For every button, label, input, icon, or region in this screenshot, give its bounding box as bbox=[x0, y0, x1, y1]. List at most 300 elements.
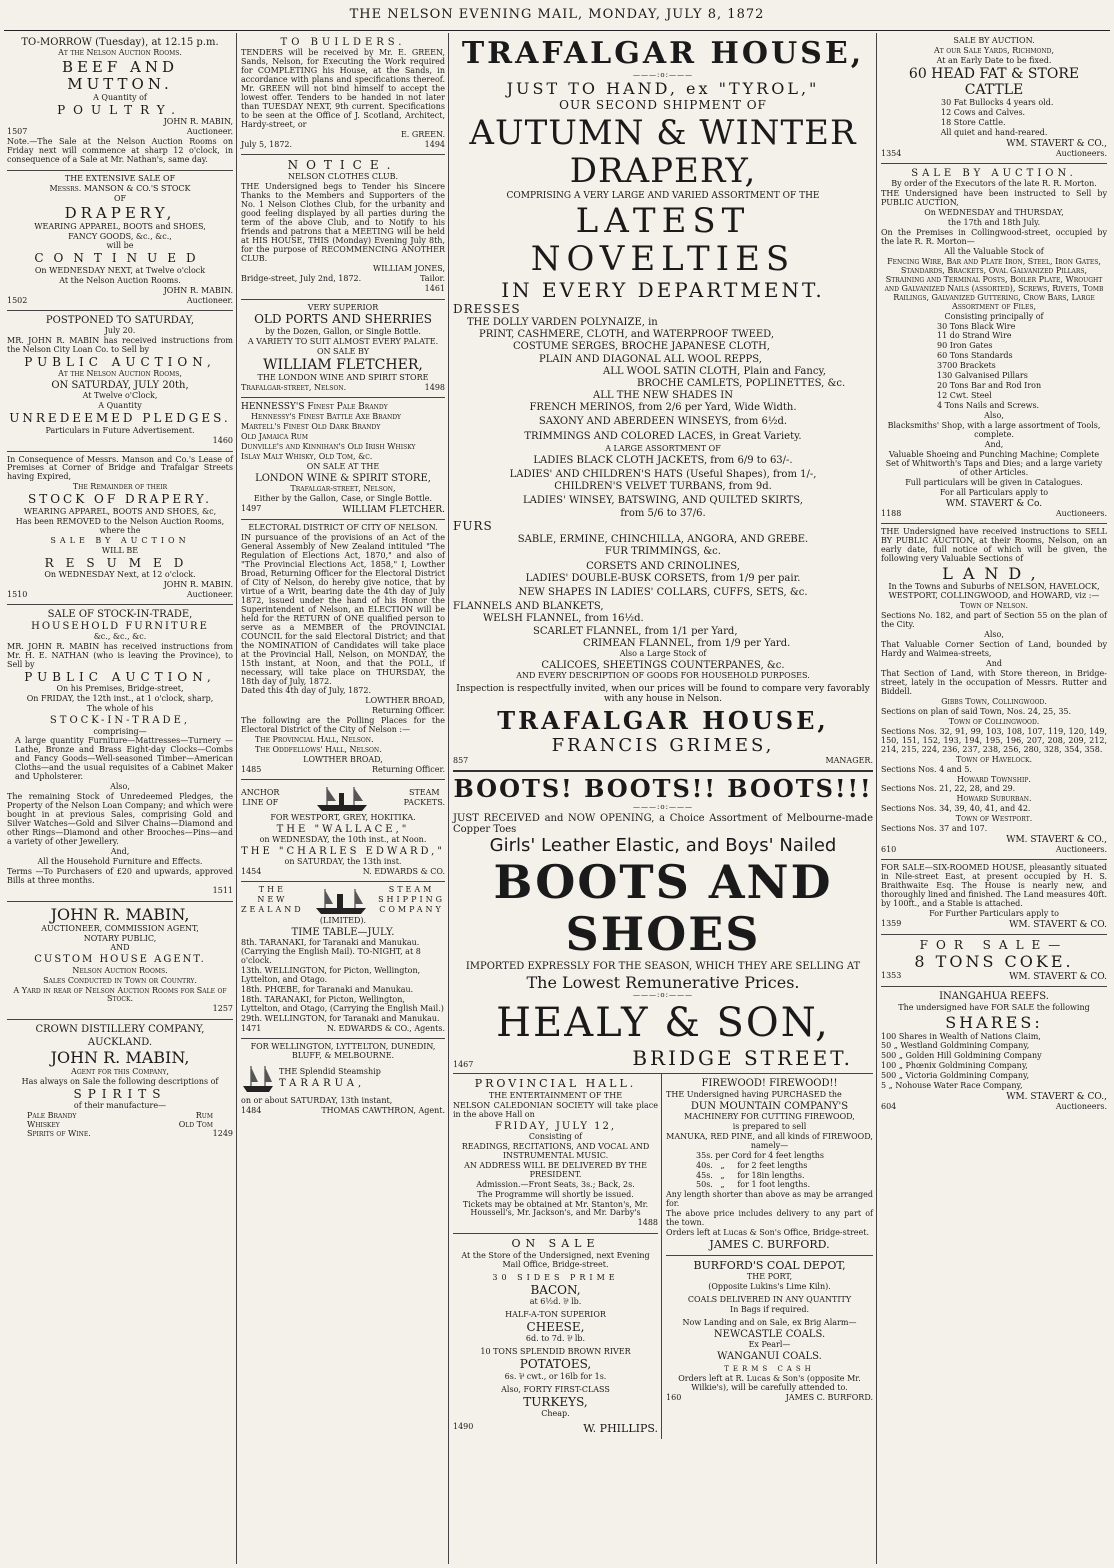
ad-line: Particulars in Future Advertisement. bbox=[45, 425, 195, 435]
column-4 bbox=[878, 33, 1110, 1565]
ad-line: JUST TO HAND, ex "TYROL," bbox=[506, 79, 820, 99]
price-row: 45s. „ for 18in lengths. bbox=[696, 1170, 805, 1180]
ad-role: Auctioneer. bbox=[186, 589, 233, 599]
ad-line: 6d. to 7d. ⅌ lb. bbox=[525, 1334, 586, 1344]
ad-line: Also, FORTY FIRST-CLASS bbox=[501, 1384, 610, 1394]
ad-line: (LIMITED). bbox=[319, 916, 367, 926]
column-rule bbox=[448, 33, 449, 1564]
ad-title: STOCK OF DRAPERY. bbox=[27, 492, 212, 507]
item-line: CORSETS AND CRINOLINES, bbox=[586, 560, 740, 572]
ad-list: Fencing Wire, Bar and Plate Iron, Steel, Iron Gates, Standards, Brackets, Oval Galvanized Pillars, Straining and Terminal Posts, Boiler Plate, Wrought and Galvanized Nails (assorted), Screws, Rivets, Tomb Railings, Galvanized Guttering, Crow Bars, Large Assortment of Files, bbox=[884, 256, 1104, 311]
price-row: 35s. per Cord for 4 feet lengths bbox=[696, 1150, 825, 1160]
ad-line: STEAM bbox=[408, 787, 440, 797]
ad-line: July 20. bbox=[104, 325, 136, 335]
ad-line: on WEDNESDAY, the 10th inst., at Noon. bbox=[259, 835, 427, 845]
ad-line: At the Nelson Auction Rooms. bbox=[58, 48, 182, 58]
ad-terms: Terms —To Purchasers of £20 and upwards, approved Bills at three months. bbox=[7, 866, 233, 885]
ad-title: POTATOES, bbox=[519, 1357, 592, 1372]
ad-signature: WM. STAVERT & CO. bbox=[1009, 972, 1107, 983]
ad-line: The undersigned have FOR SALE the following bbox=[898, 1002, 1090, 1012]
ad-number: 1188 bbox=[881, 508, 902, 518]
ad-line: On WEDNESDAY and THURSDAY, bbox=[924, 208, 1064, 218]
ad-electoral bbox=[241, 520, 445, 780]
ad-line: Has been REMOVED to the Nelson Auction Rooms, where the bbox=[15, 516, 225, 535]
ad-title: FRIDAY, JULY 12, bbox=[494, 1120, 617, 1132]
ad-headline: INANGAHUA REEFS. bbox=[939, 991, 1049, 1003]
item-line: CALICOES, SHEETINGS COUNTERPANES, &c. bbox=[541, 659, 785, 671]
section-heading: DRESSES bbox=[453, 301, 521, 316]
ad-line: COMPANY bbox=[379, 905, 444, 915]
ad-title: WANGANUI COALS. bbox=[717, 1350, 822, 1362]
ad-title: SPIRITS bbox=[73, 1086, 167, 1101]
ad-number: 1488 bbox=[637, 1218, 659, 1228]
ad-line: THE PORT, bbox=[746, 1271, 793, 1281]
ad-mabin-agent bbox=[7, 902, 233, 1021]
price-label: for 18in lengths. bbox=[737, 1170, 805, 1180]
ad-line: All quiet and hand-reared. bbox=[940, 128, 1048, 138]
ad-signature: WILLIAM FLETCHER. bbox=[342, 505, 445, 516]
ad-line: FANCY GOODS, &c., &c., bbox=[68, 231, 172, 241]
ad-line: Has always on Sale the following descriptions of bbox=[21, 1076, 219, 1086]
ad-title: STOCK-IN-TRADE, bbox=[49, 715, 191, 727]
ad-title: SHARES: bbox=[945, 1012, 1043, 1032]
ad-body: That Valuable Corner Section of Land, bounded by Hardy and Waimea-streets, bbox=[881, 640, 1107, 659]
ad-line: Dunville's and Kinnihan's Old Irish Whisky bbox=[241, 442, 416, 452]
item-line: Also a Large Stock of bbox=[619, 648, 707, 658]
ad-headline: AUCKLAND. bbox=[87, 1036, 153, 1048]
spirit-item: Pale Brandy bbox=[27, 1110, 77, 1120]
ad-title: OLD PORTS AND SHERRIES bbox=[254, 312, 432, 327]
list-item: 4 Tons Nails and Screws. bbox=[937, 401, 1040, 411]
masthead: THE NELSON EVENING MAIL, MONDAY, JULY 8, 1872 bbox=[349, 7, 765, 22]
ad-line: Town of Havelock. bbox=[955, 754, 1033, 764]
spirit-item: Spirits of Wine. bbox=[27, 1128, 91, 1138]
ad-anchor-line bbox=[241, 780, 445, 882]
ad-line: AN ADDRESS WILL BE DELIVERED BY THE PRESIDENT. bbox=[464, 1160, 647, 1179]
ad-subgrid bbox=[453, 1074, 873, 1439]
ad-role: Returning Officer. bbox=[372, 706, 445, 716]
ad-body: THE Undersigned have received instructions to SELL BY PUBLIC AUCTION, at their Rooms, Nelson, on an early date, full notice of which will be given, the following very Valuable Sections of bbox=[881, 526, 1107, 563]
ad-body: NELSON CALEDONIAN SOCIETY will take place in the above Hall on bbox=[453, 1100, 659, 1119]
ad-coke-sale bbox=[881, 935, 1107, 987]
ad-body: THE Undersigned have been instructed to Sell by PUBLIC AUCTION, bbox=[881, 189, 1107, 208]
ad-house-sale bbox=[881, 860, 1107, 935]
ad-body: Sections Nos. 34, 39, 40, 41, and 42. bbox=[881, 804, 1031, 814]
ad-title: BACON, bbox=[530, 1282, 581, 1297]
separator: ———:o:——— bbox=[633, 802, 693, 811]
column-1 bbox=[4, 33, 236, 1565]
ad-line: Messrs. MANSON & CO.'S STOCK bbox=[49, 183, 191, 193]
ad-signature: E. GREEN. bbox=[400, 129, 445, 139]
ad-provincial-hall bbox=[453, 1074, 658, 1234]
ad-line: Trafalgar-street, Nelson. bbox=[241, 383, 347, 393]
ad-line: On WEDNESDAY NEXT, at Twelve o'clock bbox=[34, 265, 206, 275]
ad-line: At the Nelson Auction Rooms, bbox=[58, 369, 182, 379]
ad-signature: JOHN R. MABIN. bbox=[163, 579, 233, 589]
ad-number: 1460 bbox=[212, 435, 233, 445]
ad-title: 60 HEAD FAT & STORE CATTLE bbox=[908, 65, 1080, 98]
ad-body: MR. JOHN R. MABIN has received instructions from Mr. H. E. NATHAN (who is leaving the Province), to Sell by bbox=[7, 642, 233, 670]
ad-number: 1257 bbox=[212, 1004, 233, 1014]
ad-line: (Opposite Lukins's Lime Kiln). bbox=[708, 1281, 831, 1291]
list-item: 12 Cwt. Steel bbox=[937, 391, 992, 401]
ad-body: Sections No. 182, and part of Section 55 on the plan of the City. bbox=[881, 611, 1107, 630]
ad-title: RESUMED bbox=[44, 555, 196, 570]
ad-line: Consisting of bbox=[528, 1131, 583, 1141]
item-line: FUR TRIMMINGS, &c. bbox=[605, 546, 721, 558]
item-line: SABLE, ERMINE, CHINCHILLA, ANGORA, AND GREBE. bbox=[517, 534, 809, 546]
item-line: CRIMEAN FLANNEL, from 1/9 per Yard. bbox=[583, 637, 791, 649]
ad-line: On FRIDAY, the 12th inst., at 1 o'clock, sharp, bbox=[26, 694, 214, 704]
list-item: 130 Galvanised Pillars bbox=[937, 371, 1028, 381]
ad-headline: ON SALE bbox=[511, 1237, 600, 1251]
ad-signature: WM. STAVERT & CO., bbox=[1006, 1092, 1107, 1103]
ad-note: Note.—The Sale at the Nelson Auction Rooms on Friday next will commence at sharp 12 o'clock, in consequence of a Sale at Mr. Nathan's, same day. bbox=[7, 137, 233, 164]
ad-morton-sale bbox=[881, 164, 1107, 524]
ad-list: A large quantity Furniture—Mattresses—Turnery — Lathe, Bronze and Brass Eight-day Clocks—Combs and Fancy Goods—Well-seasoned Timber—American Cloths—and the usual requisites of a Cabinet Maker and Upholsterer. bbox=[15, 736, 233, 782]
ad-line: A Quantity bbox=[98, 401, 142, 411]
list-item: 12 Cows and Calves. bbox=[941, 108, 1026, 118]
item-line: NEW SHAPES IN LADIES' COLLARS, CUFFS, SETS, &c. bbox=[518, 586, 808, 598]
ad-headline: POSTPONED TO SATURDAY, bbox=[45, 314, 195, 326]
ad-body: IN pursuance of the provisions of an Act of the General Assembly of New Zealand intituled "The Regulation of Elections Act, 1870," and also of "The Provincial Elections Act, 1858," I, Lowther Broad, Returning Officer for the Electoral District of City of Nelson, do hereby give notice, that by virtue of a Writ, bearing date the 4th day of July 1872, issued under the hand of his Honor the Superintendent of Nelson, an ELECTION will be held for the RETURN of ONE qualified person to serve as a MEMBER of the PROVINCIAL COUNCIL for the said Electoral District; and that the NOMINATION of Candidates will take place at the Provincial Hall, Nelson, on MONDAY, the 15th instant, at Noon, and that the POLL, if necessary, will take place on THURSDAY, the 18th day of July, 1872. bbox=[241, 533, 445, 686]
item-line: AND EVERY DESCRIPTION OF GOODS FOR HOUSEHOLD PURPOSES. bbox=[516, 671, 810, 681]
ad-role: MANAGER. bbox=[825, 756, 873, 766]
ad-line: Martell's Finest Old Dark Brandy bbox=[241, 422, 381, 432]
ad-ports-sherries bbox=[241, 300, 445, 399]
ad-title: HEALY & SON, bbox=[496, 1000, 830, 1047]
ad-line: THE LONDON WINE AND SPIRIT STORE bbox=[257, 373, 429, 383]
item-line: WELSH FLANNEL, from 16½d. bbox=[483, 613, 644, 625]
ad-line: will be bbox=[106, 241, 134, 251]
ad-line: In the Towns and Suburbs of NELSON, HAVELOCK, WESTPORT, COLLINGWOOD, and HOWARD, viz :— bbox=[888, 582, 1100, 601]
section-heading: FURS bbox=[453, 518, 493, 533]
ad-signature: LOWTHER BROAD, bbox=[303, 755, 383, 765]
ad-number: 1454 bbox=[241, 867, 262, 877]
ad-line: At Twelve o'Clock, bbox=[82, 391, 158, 401]
list-item: 20 Tons Bar and Rod Iron bbox=[937, 381, 1042, 391]
ad-body: Sections on plan of said Town, Nos. 24, 25, 35. bbox=[881, 706, 1072, 716]
ad-body: In Consequence of Messrs. Manson and Co.'s Lease of Premises at Corner of Bridge and Trafalgar Streets having Expired, bbox=[7, 454, 233, 482]
ad-number: 1507 bbox=[7, 127, 28, 137]
ad-line: ON SALE AT THE bbox=[306, 462, 380, 472]
list-item: 60 Tons Standards bbox=[937, 351, 1013, 361]
ad-body: Any length shorter than above as may be arranged for. bbox=[666, 1190, 873, 1209]
ad-line: WILL BE bbox=[101, 545, 139, 555]
ad-line: on or about SATURDAY, 13th instant, bbox=[241, 1095, 393, 1105]
ad-line: ZEALAND bbox=[241, 905, 304, 915]
ad-line: And, bbox=[110, 846, 130, 856]
share-row: 100 „ Phœnix Goldmining Company, bbox=[881, 1061, 1028, 1071]
ad-body: THE Undersigned begs to Tender his Sincere Thanks to the Members and Supporters of the No. 1 Nelson Clothes Club, for the urbanity and good feeling displayed by all parties during the term of the above Club, and to Notify to his friends and patrons that a MEETING will be held at HIS HOUSE, THIS (Monday) Evening July 8th, for the purpose of RECOMMENCING ANOTHER CLUB. bbox=[241, 182, 445, 263]
ad-number: 1511 bbox=[212, 885, 233, 895]
ad-line: CUSTOM HOUSE AGENT. bbox=[34, 954, 206, 966]
ad-boots bbox=[453, 772, 873, 1074]
ad-line: Sales Conducted in Town or Country. bbox=[43, 975, 197, 985]
item-line: LADIES' DOUBLE-BUSK CORSETS, from 1/9 per pair. bbox=[525, 572, 801, 584]
ad-body: TENDERS will be received by Mr. E. GREEN, Sands, Nelson, for Executing the Work required for COMPLETING his House, at the Sands, in accordance with plans and specifications thereof. Mr. GREEN will not bind himself to accept the lowest offer. Tenders to be handed in not later than TUESDAY NEXT, 9th current. Specifications to be seen at the Office of J. Scotland, Architect, Hardy-street, or bbox=[241, 48, 445, 129]
list-item: 30 Fat Bullocks 4 years old. bbox=[941, 98, 1054, 108]
ad-line: MANUKA, RED PINE, and all kinds of FIREWOOD, namely— bbox=[666, 1131, 873, 1150]
ad-body: The following are the Polling Places for the Electoral District of the City of Nelson :— bbox=[241, 716, 445, 735]
item-line: SAXONY AND ABERDEEN WINSEYS, from 6½d. bbox=[538, 416, 788, 428]
ad-signature: JOHN R. MABIN, bbox=[163, 117, 233, 127]
ad-line: On his Premises, Bridge-street, bbox=[56, 684, 184, 694]
ad-line: on SATURDAY, the 13th inst. bbox=[284, 857, 402, 867]
ad-line: The Lowest Remunerative Prices. bbox=[526, 972, 800, 992]
ad-line: For Further Particulars apply to bbox=[929, 909, 1059, 919]
ad-line: Full particulars will be given in Catalogues. bbox=[905, 477, 1083, 487]
ad-line: Orders left at R. Lucas & Son's (opposite Mr. Wilkie's), will be carefully attended to. bbox=[678, 1373, 861, 1392]
ad-title: JOHN R. MABIN, bbox=[50, 904, 190, 924]
ad-line: Also, bbox=[110, 782, 130, 792]
ad-line: A Yard in rear of Nelson Auction Rooms for Sale of Stock. bbox=[13, 985, 227, 1004]
ad-trafalgar-house bbox=[453, 33, 873, 772]
spirit-item: Rum bbox=[195, 1110, 213, 1120]
ad-line: 6s. ⅌ cwt., or 16lb for 1s. bbox=[504, 1371, 607, 1381]
ad-line: Girls' Leather Elastic, and Boys' Nailed bbox=[489, 835, 837, 857]
ad-line: &c., &c., &c. bbox=[93, 632, 147, 642]
ad-line: AND bbox=[110, 943, 130, 953]
ad-title: DUN MOUNTAIN COMPANY'S bbox=[690, 1100, 849, 1112]
list-item: 90 Iron Gates bbox=[937, 341, 993, 351]
item-line: ALL WOOL SATIN CLOTH, Plain and Fancy, bbox=[603, 365, 826, 377]
ad-signature: N. EDWARDS & CO., Agents. bbox=[326, 1023, 445, 1033]
ad-line: Also, bbox=[984, 411, 1004, 421]
item-line: TRIMMINGS AND COLORED LACES, in Great Variety. bbox=[524, 430, 802, 442]
ad-line: WEARING APPAREL, BOOTS AND SHOES, &c, bbox=[23, 506, 217, 516]
ad-tararua bbox=[241, 1039, 445, 1120]
ad-line: AUCTIONEER, COMMISSION AGENT, bbox=[41, 923, 199, 933]
ad-title: PUBLIC AUCTION, bbox=[24, 670, 216, 685]
ad-line: SALE BY AUCTION bbox=[50, 535, 190, 545]
ad-line: ANCHOR bbox=[241, 787, 280, 797]
ad-line: Islay Malt Whisky, Old Tom, &c. bbox=[241, 452, 373, 462]
ad-line: The Remainder of their bbox=[72, 482, 168, 492]
timetable-row: 8th. TARANAKI, for Taranaki and Manukau. (Carrying the English Mail). TO-NIGHT, at 8 o'clock. bbox=[241, 938, 421, 966]
item-line: PLAIN AND DIAGONAL ALL WOOL REPPS, bbox=[539, 353, 762, 365]
ad-line: READINGS, RECITATIONS, AND VOCAL AND INSTRUMENTAL MUSIC. bbox=[461, 1141, 650, 1160]
ad-headline: FIREWOOD! FIREWOOD!! bbox=[701, 1078, 838, 1090]
ad-line: On WEDNESDAY Next, at 12 o'clock. bbox=[44, 569, 196, 579]
ad-line: WEARING APPAREL, BOOTS and SHOES, bbox=[34, 221, 206, 231]
ad-manson-stock bbox=[7, 171, 233, 311]
ad-line: PACKETS. bbox=[403, 797, 445, 807]
steamship-icon bbox=[312, 783, 372, 813]
ad-number: 1485 bbox=[241, 765, 262, 775]
ad-title: LONDON WINE & SPIRIT STORE, bbox=[255, 473, 431, 485]
ad-body: The remaining Stock of Unredeemed Pledges, the Property of the Nelson Loan Company; and which were bought in at previous Sales, comprising Gold and Silver Watches—Gold and Silver Chains—Diamond and other Rings—Diamond and other Brooches—Pins—and a variety of other Jewellery. bbox=[7, 792, 233, 846]
ad-line: THE bbox=[258, 885, 286, 895]
ad-title: WILLIAM FLETCHER, bbox=[263, 356, 423, 373]
ad-body: That Section of Land, with Store thereon, in Bridge-street, lately in the occupation of Messrs. Rutter and Biddell. bbox=[881, 669, 1107, 696]
ad-headline: HOUSEHOLD FURNITURE bbox=[31, 621, 209, 633]
ad-line: COALS DELIVERED IN ANY QUANTITY bbox=[687, 1294, 852, 1304]
ad-line: Also, bbox=[984, 630, 1004, 640]
ad-line: And bbox=[985, 659, 1003, 669]
ad-clothes-club bbox=[241, 155, 445, 300]
ad-number: 1498 bbox=[424, 383, 445, 393]
list-item: 30 Tons Black Wire bbox=[937, 321, 1016, 331]
ad-title: BOOTS AND SHOES bbox=[493, 855, 833, 961]
ad-line: TERMS CASH bbox=[724, 1364, 815, 1373]
ad-title: BEEF AND MUTTON. bbox=[61, 58, 179, 93]
ad-land-sale bbox=[881, 524, 1107, 861]
ad-title: CHEESE, bbox=[526, 1319, 585, 1334]
ad-line: SHIPPING bbox=[378, 895, 445, 905]
ad-hennessy bbox=[241, 398, 445, 520]
ad-line: Either by the Gallon, Case, or Single Bottle. bbox=[253, 494, 433, 504]
ad-number: 1359 bbox=[881, 918, 902, 928]
ad-title: UNREDEEMED PLEDGES. bbox=[9, 411, 231, 426]
ad-line: A Quantity of bbox=[93, 92, 147, 102]
ad-title: TIME TABLE—JULY. bbox=[291, 927, 395, 939]
ad-stock-in-trade bbox=[7, 605, 233, 902]
ad-number: 610 bbox=[881, 845, 897, 855]
timetable-row: 29th. WELLINGTON, for Taranaki and Manukau. bbox=[241, 1013, 440, 1023]
ad-title: DRAPERY, bbox=[64, 203, 176, 222]
ad-date: Bridge-street, July 2nd, 1872. bbox=[241, 273, 362, 283]
column-3 bbox=[450, 33, 876, 1565]
steamship-icon bbox=[311, 886, 371, 916]
polling-place: The Oddfellows' Hall, Nelson. bbox=[255, 745, 382, 755]
ad-line: Howard Suburban. bbox=[956, 794, 1032, 804]
ad-line: HENNESSY'S Finest Pale Brandy bbox=[241, 402, 388, 413]
ad-title: BOOTS! BOOTS!! BOOTS!!! bbox=[453, 774, 873, 804]
ad-title: LAND, bbox=[942, 563, 1046, 583]
price-label: for 2 feet lengths bbox=[737, 1160, 808, 1170]
ad-headline: FOR WELLINGTON, LYTTELTON, DUNEDIN, BLUFF, & MELBOURNE. bbox=[250, 1041, 436, 1060]
ad-number: 1490 bbox=[453, 1421, 474, 1431]
ad-title: TRAFALGAR HOUSE, bbox=[461, 36, 865, 71]
ad-body: Sections Nos. 21, 22, 28, and 29. bbox=[881, 784, 1016, 794]
ad-line: THE Splendid Steamship bbox=[279, 1067, 381, 1077]
ad-title: THE "CHARLES EDWARD," bbox=[241, 846, 445, 858]
ad-body: Inspection is respectfully invited, when our prices will be found to compare very favorably with any house in Nelson. bbox=[456, 683, 870, 705]
ad-number: 1510 bbox=[7, 589, 28, 599]
item-line: FRENCH MERINOS, from 2/6 per Yard, Wide Width. bbox=[529, 402, 797, 414]
steamship-icon bbox=[241, 1062, 275, 1096]
ad-role: Auctioneers. bbox=[1055, 508, 1107, 518]
ad-line: Howard Township. bbox=[957, 774, 1031, 784]
item-line: FLANNELS AND BLANKETS, bbox=[453, 601, 604, 613]
ad-postponed bbox=[7, 311, 233, 452]
ad-line: In Bags if required. bbox=[730, 1304, 809, 1314]
ad-headline: TO-MORROW (Tuesday), at 12.15 p.m. bbox=[21, 37, 219, 48]
ad-headline: SALE BY AUCTION. bbox=[911, 168, 1077, 180]
ad-number: 1249 bbox=[212, 1128, 233, 1138]
ad-role: Auctioneers. bbox=[1055, 845, 1107, 855]
item-line: CHILDREN'S VELVET TURBANS, from 9d. bbox=[554, 481, 772, 493]
item-line: COSTUME SERGES, BROCHE JAPANESE CLOTH, bbox=[513, 341, 770, 353]
ad-line: The Programme will shortly be issued. bbox=[477, 1189, 634, 1199]
ad-signature: N. EDWARDS & CO. bbox=[362, 867, 445, 877]
ad-role: Auctioneer. bbox=[186, 127, 233, 137]
ad-line: is prepared to sell bbox=[732, 1121, 807, 1131]
ad-number: 160 bbox=[666, 1392, 682, 1402]
ad-line: The whole of his bbox=[86, 704, 154, 714]
list-item: 18 Store Cattle. bbox=[941, 118, 1006, 128]
ad-headline: NOTICE. bbox=[287, 157, 399, 172]
ad-inangahua bbox=[881, 987, 1107, 1116]
ad-line: Valuable Shoeing and Punching Machine; Complete Set of Whitworth's Taps and Dies; and a large variety of other Articles. bbox=[885, 449, 1103, 477]
ad-line: NOTARY PUBLIC, bbox=[83, 933, 157, 943]
share-row: 100 Shares in Wealth of Nations Claim, bbox=[881, 1031, 1041, 1041]
ad-date: July 5, 1872. bbox=[241, 139, 293, 149]
column-2 bbox=[238, 33, 448, 1565]
share-row: 5 „ Nohouse Water Race Company, bbox=[881, 1081, 1023, 1091]
item-line: LADIES' AND CHILDREN'S HATS (Useful Shapes), from 1/-, bbox=[509, 469, 817, 480]
ad-number: 1354 bbox=[881, 149, 902, 159]
ad-headline: PROVINCIAL HALL. bbox=[474, 1077, 637, 1091]
ad-title: CONTINUED bbox=[34, 251, 206, 266]
ad-line: IMPORTED EXPRESSLY FOR THE SEASON, WHICH THEY ARE SELLING AT bbox=[465, 961, 861, 973]
ad-line: Town of Nelson. bbox=[959, 601, 1029, 611]
ad-number: 1494 bbox=[424, 139, 445, 149]
ad-stock-of-drapery bbox=[7, 452, 233, 605]
ad-line: LINE OF bbox=[242, 797, 279, 807]
ad-line: 10 TONS SPLENDID BROWN RIVER bbox=[480, 1347, 631, 1357]
ad-line: Tickets may be obtained at Mr. Stanton's, Mr. Houssell's, Mr. Jackson's, and Mr. Darby's bbox=[462, 1199, 649, 1218]
ad-line: comprising— bbox=[93, 726, 147, 736]
ad-line: of their manufacture— bbox=[73, 1101, 167, 1111]
ad-line: OUR SECOND SHIPMENT OF bbox=[559, 98, 767, 113]
ad-line: NEW bbox=[257, 895, 288, 905]
ad-title: JOHN R. MABIN, bbox=[50, 1047, 190, 1067]
ad-line: All the Household Furniture and Effects. bbox=[37, 856, 203, 866]
ad-line: ON SATURDAY, JULY 20th, bbox=[51, 380, 189, 392]
ad-body: THE Undersigned having PURCHASED the bbox=[666, 1089, 842, 1099]
ad-role: Auctioneers. bbox=[1055, 1102, 1107, 1112]
ad-beef-mutton bbox=[7, 33, 233, 171]
ad-line: FOR WESTPORT, GREY, HOKITIKA. bbox=[270, 813, 416, 823]
ad-body: JUST RECEIVED and NOW OPENING, a Choice Assortment of Melbourne-made Copper Toes bbox=[453, 812, 873, 835]
spirit-item: Old Tom bbox=[178, 1119, 213, 1129]
price-value: 50s. bbox=[696, 1180, 713, 1190]
ad-headline: FOR SALE— bbox=[919, 938, 1069, 953]
ad-number: 1484 bbox=[241, 1105, 262, 1115]
ad-body: Orders left at Lucas & Son's Office, Bridge-street. bbox=[666, 1228, 870, 1238]
ad-cattle-sale bbox=[881, 33, 1107, 164]
ad-number: 1502 bbox=[7, 295, 28, 305]
item-line: PRINT, CASHMERE, CLOTH, and WATERPROOF TWEED, bbox=[479, 329, 775, 341]
ad-number: 1497 bbox=[241, 504, 262, 514]
ad-title: LATEST NOVELTIES bbox=[530, 201, 796, 280]
ad-line: A VARIETY TO SUIT ALMOST EVERY PALATE. bbox=[247, 336, 439, 346]
price-value: 40s. bbox=[696, 1160, 713, 1170]
ad-line: 30 SIDES PRIME bbox=[492, 1272, 619, 1282]
ad-line: BRIDGE STREET. bbox=[632, 1046, 853, 1071]
ad-line: At the Nelson Auction Rooms. bbox=[59, 275, 181, 285]
ad-line: Consisting principally of bbox=[944, 311, 1044, 321]
ad-signature: JAMES C. BURFORD. bbox=[666, 1239, 873, 1255]
ad-signature: WILLIAM JONES, bbox=[372, 263, 445, 273]
ad-line: COMPRISING A VERY LARGE AND VARIED ASSORTMENT OF THE bbox=[506, 190, 820, 201]
ad-title: NEWCASTLE COALS. bbox=[713, 1328, 826, 1340]
ad-role: Auctioneers. bbox=[1055, 149, 1107, 159]
ad-body: Sections Nos. 32, 91, 99, 103, 108, 107, 119, 120, 149, 150, 151, 152, 193, 194, 195, 196, 207, 208, 209, 212, 214, 215, 224, 236, 237, 238, 256, 280, 328, 354, 358. bbox=[881, 726, 1107, 754]
share-row: 50 „ Westland Goldmining Company, bbox=[881, 1041, 1030, 1051]
share-row: 500 „ Golden Hill Goldmining Company bbox=[881, 1051, 1042, 1061]
item-line: A LARGE ASSORTMENT OF bbox=[605, 443, 721, 453]
item-line: from 5/6 to 37/6. bbox=[620, 507, 706, 519]
ad-headline: SALE BY AUCTION. bbox=[953, 36, 1035, 45]
ad-number: 604 bbox=[881, 1102, 897, 1112]
ad-role: Returning Officer. bbox=[372, 765, 445, 775]
ad-title: THE "WALLACE," bbox=[276, 823, 410, 835]
ad-body: FOR SALE—SIX-ROOMED HOUSE, pleasantly situated in Nile-street East, at present occupied by H. S. Braithwaite Esq. The House is nearly new, and thoroughly lined and finished. The Land measures 40ft. by 100ft., and a Stable is attached. bbox=[881, 863, 1107, 909]
ad-line: Old Jamaica Rum bbox=[241, 432, 308, 442]
